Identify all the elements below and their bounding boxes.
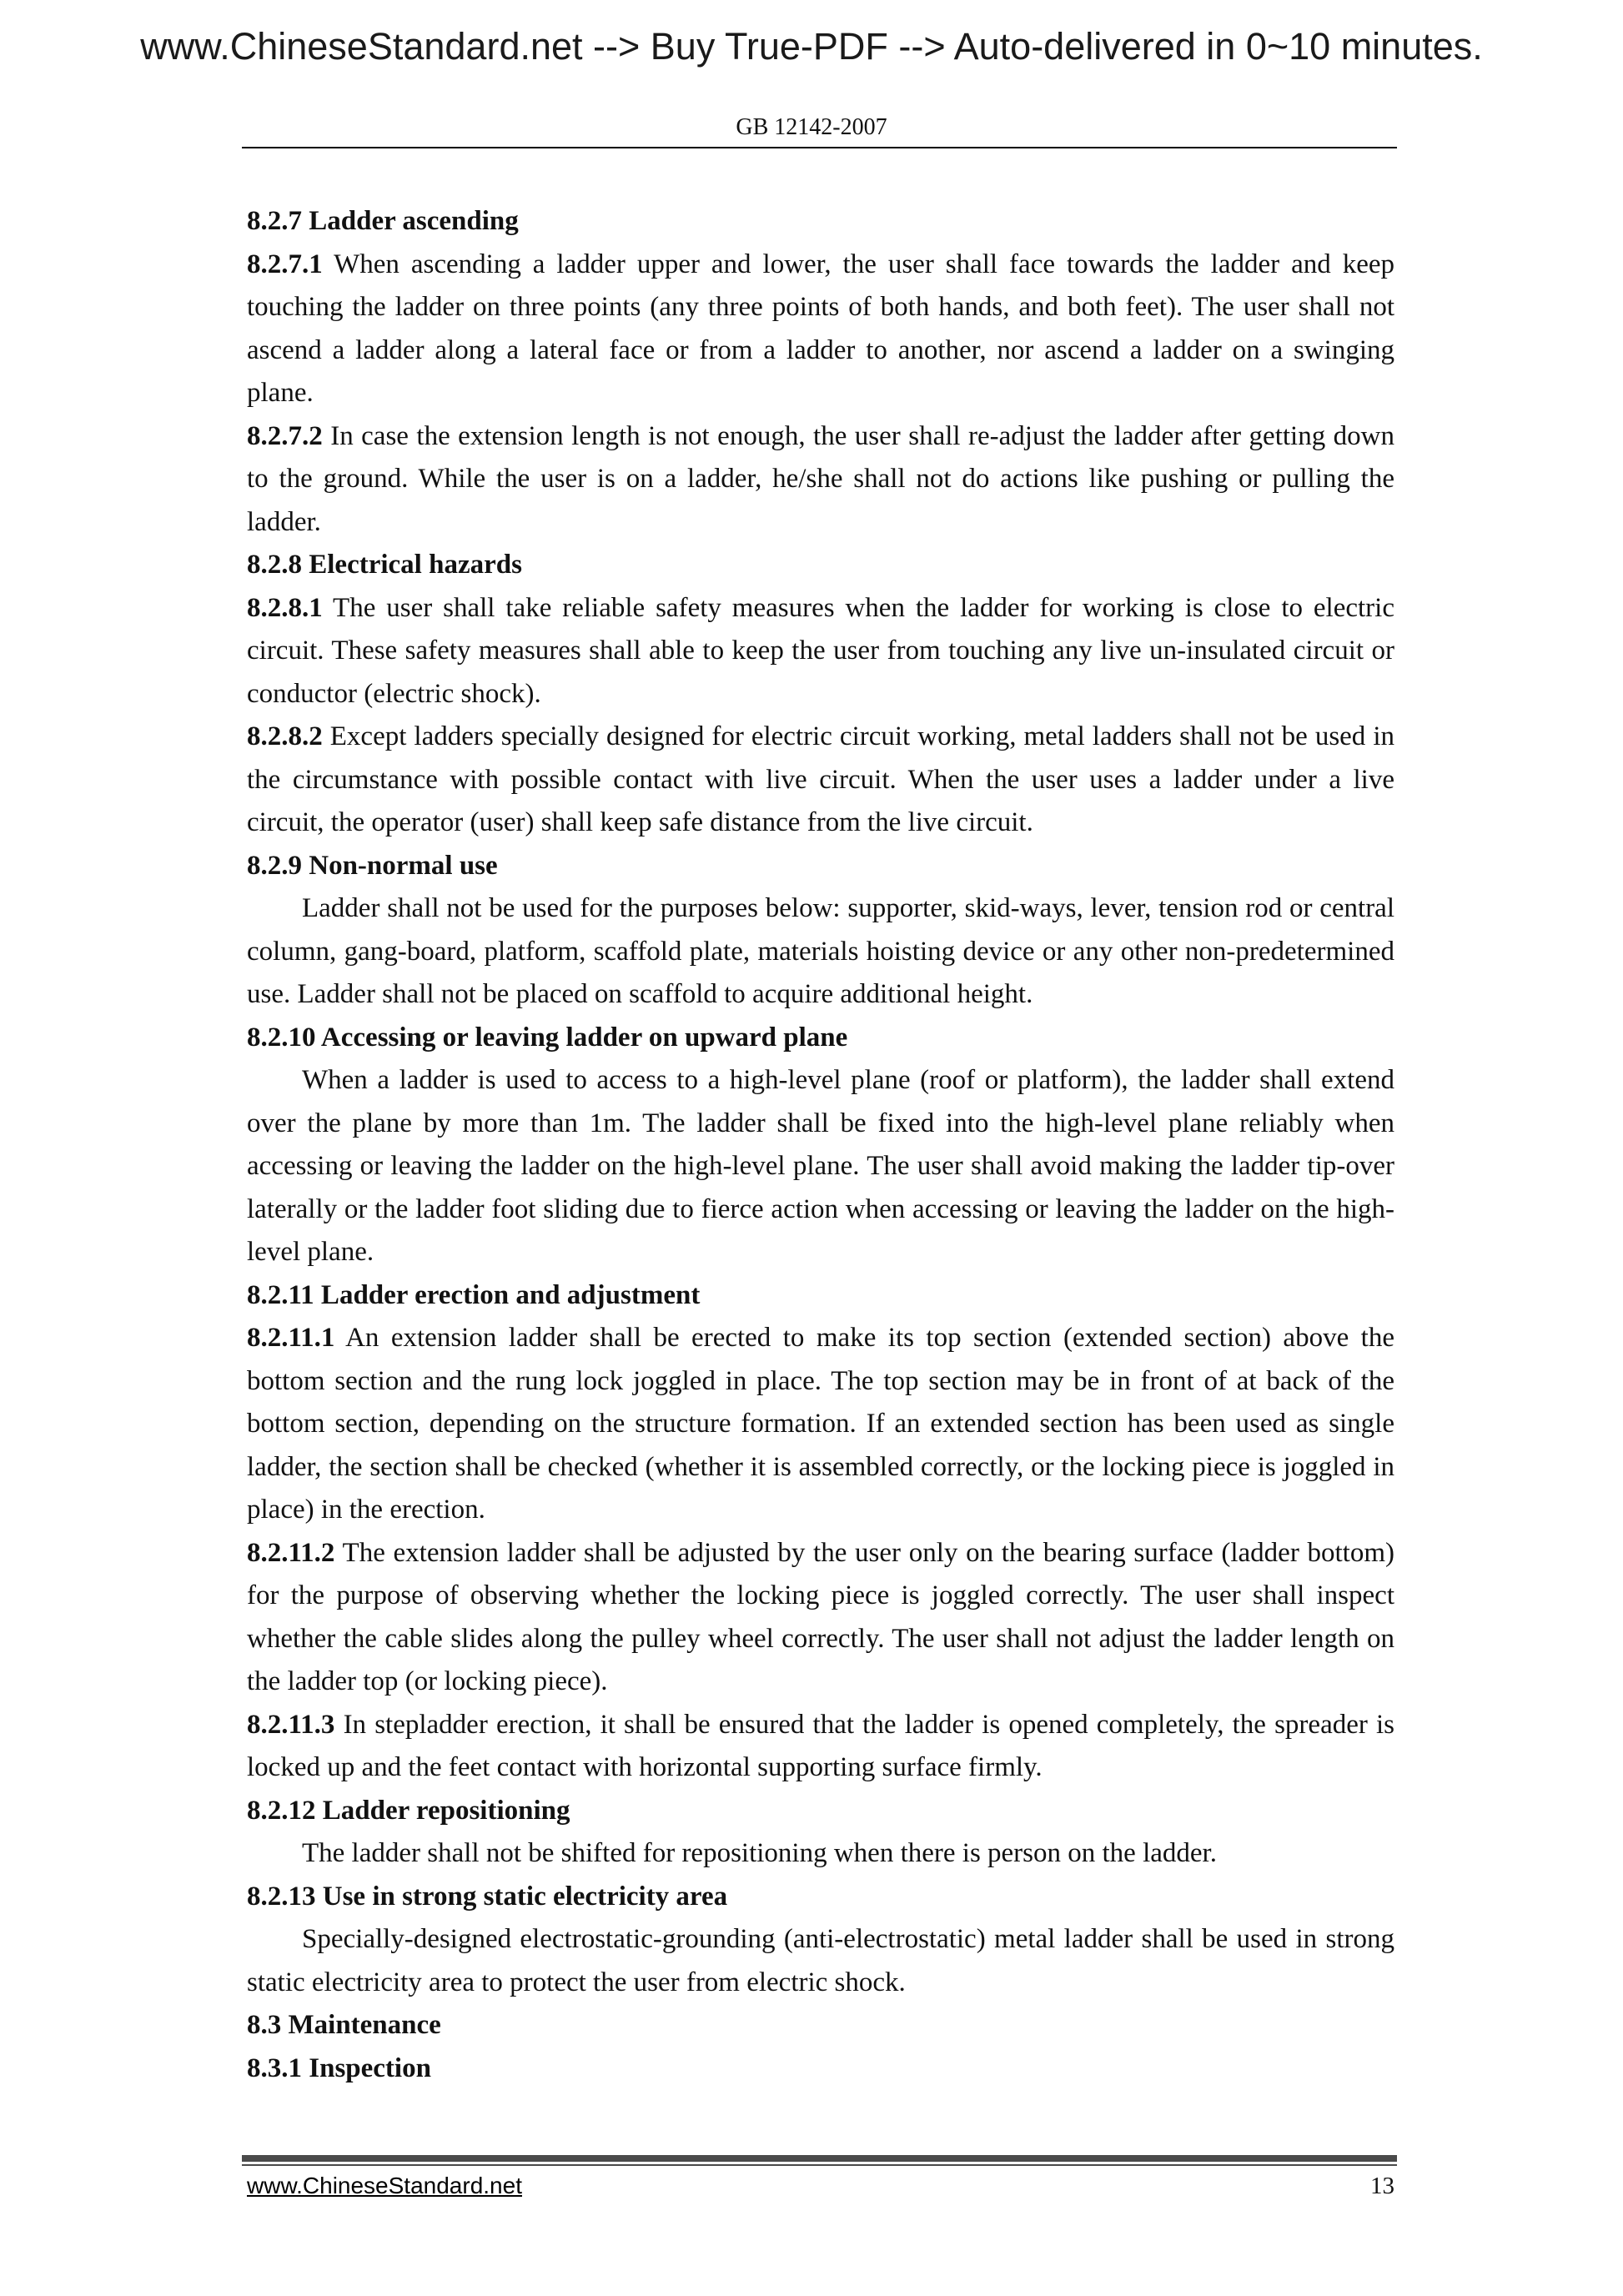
promo-banner: www.ChineseStandard.net --> Buy True-PDF --> Auto-delivered in 0~10 minutes. — [140, 25, 1483, 68]
body-paragraph: When a ladder is used to access to a high-level plane (roof or platform), the ladder shall extend over the plane by more than 1m. The ladder shall be fixed into the high-level plane reliably when accessing or leaving the ladder on the high-level plane. The user shall avoid making the ladder tip-over laterally or the ladder foot sliding due to fierce action when accessing or leaving the ladder on the high-level plane. — [247, 1065, 1394, 1267]
clause-number: 8.2.8.1 — [247, 592, 323, 623]
header-rule — [242, 147, 1397, 148]
section-heading: 8.2.8 Electrical hazards — [247, 550, 522, 580]
section-heading: 8.3 Maintenance — [247, 2010, 441, 2040]
section-heading: 8.2.11 Ladder erection and adjustment — [247, 1279, 701, 1310]
clause-text: In stepladder erection, it shall be ensured that the ladder is opened completely, the spreader is locked up and the feet contact with horizontal supporting surface firmly. — [247, 1709, 1394, 1782]
clause-number: 8.2.11.3 — [247, 1709, 335, 1740]
clause-paragraph — [247, 244, 1394, 415]
body-paragraph: Specially-designed electrostatic-grounding (anti-electrostatic) metal ladder shall be used in strong static electricity area to protect the user from electric shock. — [247, 1924, 1394, 1997]
clause-text: The user shall take reliable safety measures when the ladder for working is close to electric circuit. These safety measures shall able to keep the user from touching any live un-insulated circuit or conductor (electric shock). — [247, 592, 1394, 709]
clause-number: 8.2.11.1 — [247, 1323, 335, 1353]
section-heading: 8.2.9 Non-normal use — [247, 850, 498, 881]
clause-paragraph — [247, 1317, 1394, 1532]
clause-text: An extension ladder shall be erected to make its top section (extended section) above the bottom section and the rung lock joggled in place. The top section may be in front of at back of the bottom section, depending on the structure formation. If an extended section has been used as single ladder, the section shall be checked (whether it is assembled correctly, or the locking piece is joggled in place) in the erection. — [247, 1323, 1394, 1525]
clause-paragraph — [247, 415, 1394, 545]
clause-number: 8.2.7.2 — [247, 420, 323, 451]
section-heading: 8.2.13 Use in strong static electricity area — [247, 1881, 728, 1912]
clause-paragraph — [247, 716, 1394, 845]
document-body — [247, 200, 1394, 2090]
page-number: 13 — [1370, 2173, 1394, 2199]
footer-rule — [242, 2155, 1397, 2162]
clause-paragraph — [247, 1704, 1394, 1790]
body-paragraph: Ladder shall not be used for the purposes below: supporter, skid-ways, lever, tension rod or central column, gang-board, platform, scaffold plate, materials hoisting device or any other non-predetermined use. Ladder shall not be placed on scaffold to acquire additional height. — [247, 893, 1394, 1009]
section-heading: 8.2.12 Ladder repositioning — [247, 1795, 570, 1826]
footer-site-link[interactable]: www.ChineseStandard.net — [247, 2173, 522, 2198]
clause-number: 8.2.8.2 — [247, 721, 323, 751]
clause-text: When ascending a ladder upper and lower, the user shall face towards the ladder and keep touching the ladder on three points (any three points of both hands, and both feet). The user shall not ascend a ladder along a lateral face or from a ladder to another, nor ascend a ladder on a swinging plane. — [247, 249, 1394, 408]
clause-paragraph — [247, 1532, 1394, 1704]
clause-number: 8.2.7.1 — [247, 249, 323, 279]
section-heading: 8.2.10 Accessing or leaving ladder on upward plane — [247, 1022, 848, 1053]
clause-text: The extension ladder shall be adjusted by the user only on the bearing surface (ladder bottom) for the purpose of observing whether the locking piece is joggled correctly. The user shall inspect whether the cable slides along the pulley wheel correctly. The user shall not adjust the ladder length on the ladder top (or locking piece). — [247, 1537, 1394, 1696]
standard-code: GB 12142-2007 — [736, 114, 887, 140]
footer-rule-thin — [242, 2164, 1397, 2166]
clause-text: Except ladders specially designed for electric circuit working, metal ladders shall not be used in the circumstance with possible contact with live circuit. When the user uses a ladder under a live circuit, the operator (user) shall keep safe distance from the live circuit. — [247, 721, 1394, 837]
clause-number: 8.2.11.2 — [247, 1537, 335, 1568]
clause-paragraph — [247, 587, 1394, 716]
section-heading: 8.2.7 Ladder ascending — [247, 206, 519, 236]
body-paragraph: The ladder shall not be shifted for repositioning when there is person on the ladder. — [302, 1838, 1217, 1868]
section-heading: 8.3.1 Inspection — [247, 2052, 431, 2083]
clause-text: In case the extension length is not enough, the user shall re-adjust the ladder after getting down to the ground. While the user is on a ladder, he/she shall not do actions like pushing or pulling the ladder. — [247, 420, 1394, 537]
